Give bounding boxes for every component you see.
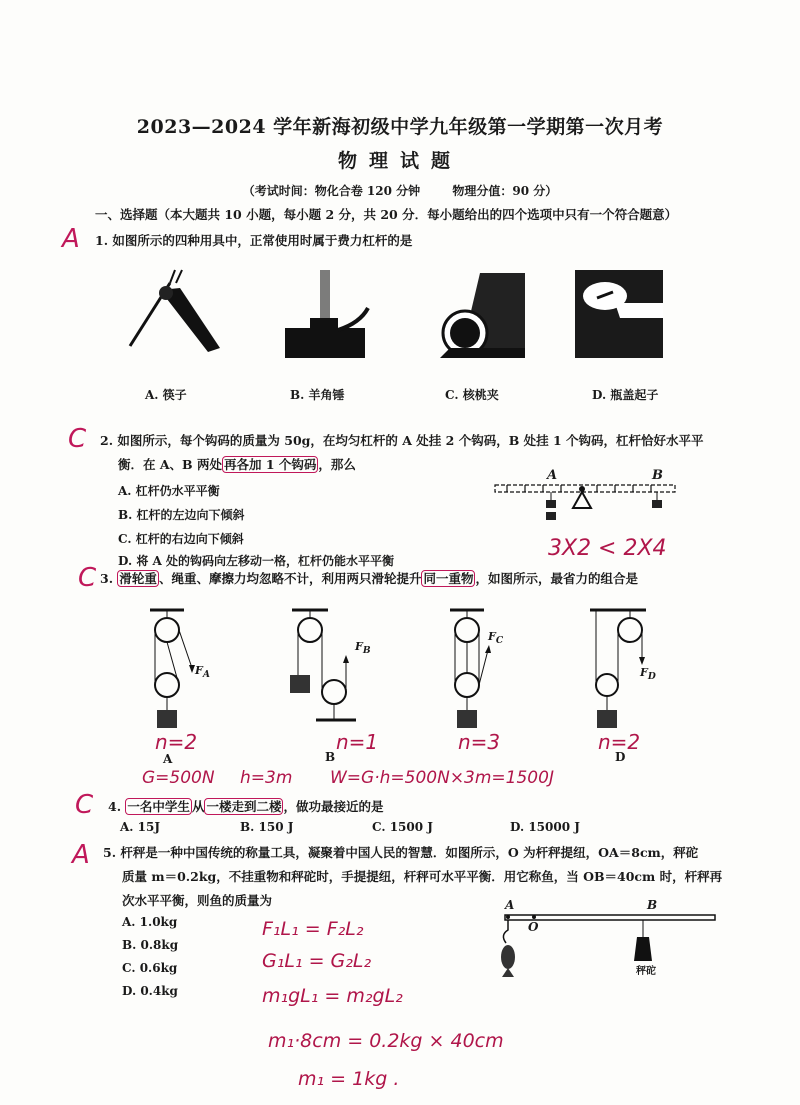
pulley-diagram-c xyxy=(450,605,520,735)
force-sub: C xyxy=(495,635,504,647)
exam-title: 2023—2024 学年新海初级中学九年级第一学期第一次月考 xyxy=(136,116,664,138)
q5-option-b: B. 0.8kg xyxy=(122,938,179,952)
answer-mark-q1: A xyxy=(62,224,80,254)
chopsticks-image xyxy=(120,268,215,363)
force-f: F xyxy=(355,640,363,653)
q1-option-b: B. 羊角锤 xyxy=(290,388,345,402)
force-sub: D xyxy=(647,671,656,683)
q5-hw-line1: F₁L₁ = F₂L₂ xyxy=(262,918,364,940)
steelyard-diagram xyxy=(500,905,720,985)
lever-diagram xyxy=(485,470,695,530)
force-label-b xyxy=(355,640,371,656)
q4-option-b: B. 150 J xyxy=(240,820,294,834)
q1-option-a: A. 筷子 xyxy=(145,388,187,402)
force-label-d xyxy=(640,666,656,682)
q5-hw-line4: m₁·8cm = 0.2kg × 40cm xyxy=(268,1030,504,1052)
exam-info xyxy=(0,182,800,199)
pulley-diagram-b xyxy=(290,605,370,735)
exam-subtitle: 物理试题 xyxy=(337,150,462,172)
force-f: F xyxy=(195,664,203,677)
question-1 xyxy=(95,228,412,253)
steelyard-label-b: B xyxy=(647,898,658,912)
q4-option-c: C. 1500 J xyxy=(372,820,433,834)
force-label-c xyxy=(488,630,503,646)
pulley-label-d: D xyxy=(615,750,626,764)
pulley-label-b: B xyxy=(325,750,336,764)
q3-hw-b: n=1 xyxy=(336,730,379,754)
force-sub: B xyxy=(362,645,371,657)
pulley-diagram-d xyxy=(590,605,670,735)
answer-mark-q4: C xyxy=(75,790,94,820)
question-2 xyxy=(100,428,704,453)
answer-mark-q5: A xyxy=(72,840,90,870)
q5-option-d: D. 0.4kg xyxy=(122,984,178,998)
q4-hw-g: G=500N xyxy=(142,768,215,788)
q2-text-post: ，那么 xyxy=(318,457,356,472)
q2-option-c: C. 杠杆的右边向下倾斜 xyxy=(118,532,244,546)
q2-option-a: A. 杠杆仍水平平衡 xyxy=(118,484,220,498)
q4-number: 4. xyxy=(108,799,122,814)
q3-hw-d: n=2 xyxy=(598,730,641,754)
q2-option-d: D. 将 A 处的钩码向左移动一格，杠杆仍能水平平衡 xyxy=(118,554,395,568)
answer-mark-q2: C xyxy=(68,424,87,454)
bottle-opener-image xyxy=(575,268,665,363)
q5-option-a: A. 1.0kg xyxy=(122,915,178,929)
lever-label-b: B xyxy=(652,468,663,483)
q4-option-a: A. 15J xyxy=(120,820,161,834)
lever-label-a: A xyxy=(547,468,558,483)
force-f: F xyxy=(640,666,648,679)
q1-number: 1. xyxy=(95,233,109,248)
q5-hw-line5: m₁ = 1kg . xyxy=(298,1068,400,1090)
q5-text-line2: 质量 m＝0.2kg，不挂重物和秤砣时，手提提纽，杆秤可水平平衡．用它称鱼，当 OB＝40cm 时，杆秤再 xyxy=(122,869,723,884)
question-2-line2 xyxy=(118,452,356,477)
q3-hw-c: n=3 xyxy=(458,730,501,754)
q2-text-line1: 如图所示，每个钩码的质量为 50g，在均匀杠杆的 A 处挂 2 个钩码，B 处挂 1 个钩码，杠杆恰好水平平 xyxy=(117,433,704,448)
q2-handwriting: 3X2 < 2X4 xyxy=(548,536,667,561)
steelyard-label-o: O xyxy=(528,920,539,934)
q4-hw-h: h=3m xyxy=(240,768,293,788)
q3-boxed-2: 同一重物 xyxy=(423,571,474,586)
q5-number: 5. xyxy=(103,845,117,860)
q3-boxed-1: 滑轮重 xyxy=(119,571,157,586)
steelyard-label-a: A xyxy=(505,898,515,912)
q2-boxed-text: 再各加 1 个钩码 xyxy=(223,457,317,472)
question-5 xyxy=(103,840,698,865)
q2-option-b: B. 杠杆的左边向下倾斜 xyxy=(118,508,245,522)
exam-time: （考试时间：物化合卷 120 分钟 xyxy=(242,184,421,198)
q4-boxed-2: 一楼走到二楼 xyxy=(206,799,282,814)
q1-text: 如图所示的四种用具中，正常使用时属于费力杠杆的是 xyxy=(112,233,413,248)
q5-text-line3: 次水平平衡，则鱼的质量为 xyxy=(122,893,273,908)
pulley-label-a: A xyxy=(163,752,173,766)
q4-hw-w: W=G·h=500N×3m=1500J xyxy=(330,768,554,788)
q4-text-post: ，做功最接近的是 xyxy=(283,799,384,814)
q3-hw-a: n=2 xyxy=(155,730,198,754)
q5-hw-line2: G₁L₁ = G₂L₂ xyxy=(262,950,372,972)
q4-option-d: D. 15000 J xyxy=(510,820,580,834)
q2-number: 2. xyxy=(100,433,114,448)
steelyard-weight-label: 秤砣 xyxy=(636,966,656,977)
section-title: 一、选择题（本大题共 10 小题，每小题 2 分，共 20 分．每小题给出的四个选项中只有一个符合题意） xyxy=(95,207,678,222)
q5-option-c: C. 0.6kg xyxy=(122,961,178,975)
q4-boxed-1: 一名中学生 xyxy=(127,799,190,814)
q3-text-post: ，如图所示，最省力的组合是 xyxy=(475,571,638,586)
q2-text-pre: 衡．在 A、B 两处 xyxy=(118,457,222,472)
q4-text-mid: 从 xyxy=(191,799,205,814)
q3-text-mid: 、绳重、摩擦力均忽略不计，利用两只滑轮提升 xyxy=(158,571,422,586)
exam-score: 物理分值：90 分） xyxy=(452,184,558,198)
q3-number: 3. xyxy=(100,571,114,586)
force-f: F xyxy=(488,630,496,643)
answer-mark-q3: C xyxy=(78,563,97,593)
question-3 xyxy=(100,566,638,591)
claw-hammer-image xyxy=(280,268,380,363)
force-sub: A xyxy=(202,669,210,681)
force-label-a xyxy=(195,664,210,680)
q5-text-line1: 杆秤是一种中国传统的称量工具，凝聚着中国人民的智慧．如图所示，O 为杆秤提纽，OA＝8cm，秤砣 xyxy=(120,845,699,860)
q1-option-d: D. 瓶盖起子 xyxy=(592,388,659,402)
q5-hw-line3: m₁gL₁ = m₂gL₂ xyxy=(262,985,403,1007)
q1-option-c: C. 核桃夹 xyxy=(445,388,499,402)
nutcracker-image xyxy=(430,268,530,363)
question-4 xyxy=(108,794,383,819)
